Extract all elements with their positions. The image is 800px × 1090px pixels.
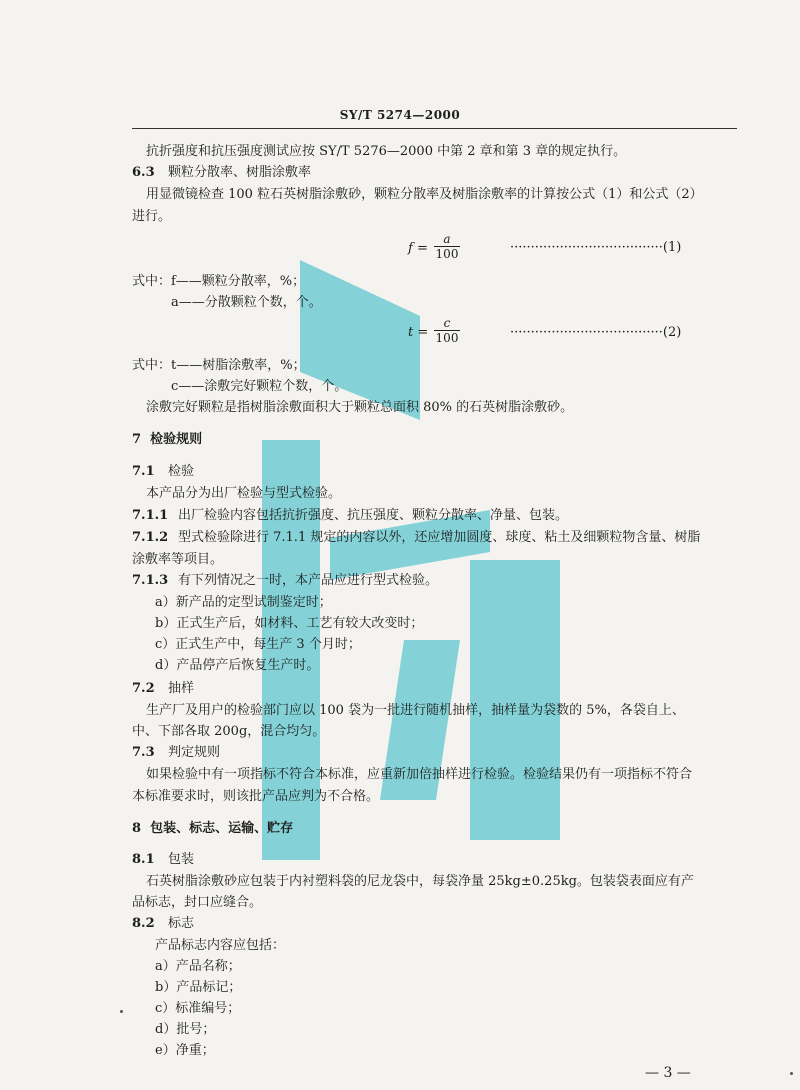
list-item: b）正式生产后，如材料、工艺有较大改变时； — [155, 616, 424, 631]
formula-2-fraction — [434, 316, 460, 345]
section-number: 7.1.1 — [132, 508, 169, 523]
scan-speck — [120, 1010, 123, 1013]
list-item: c）标准编号； — [155, 1001, 241, 1016]
paragraph-line: 中、下部各取 200g，混合均匀。 — [132, 724, 326, 739]
section-heading-7-2 — [132, 680, 194, 698]
paragraph-line: 品标志，封口应缝合。 — [132, 895, 263, 910]
section-title: 标志 — [168, 916, 195, 931]
clause-7-1-3 — [132, 572, 438, 590]
formula-numerator: a — [434, 232, 460, 247]
formula-1-fraction — [434, 232, 460, 261]
where-line: a——分散颗粒个数，个。 — [171, 295, 322, 310]
section-number: 8.2 — [132, 916, 155, 931]
section-heading-8-2 — [132, 915, 194, 933]
paragraph-line: 涂敷率等项目。 — [132, 552, 224, 567]
paragraph-line: 进行。 — [132, 209, 172, 224]
document-code-header: SY/T 5274—2000 — [339, 108, 461, 122]
watermark-shape — [300, 260, 420, 420]
paragraph-line: 用显微镜检查 100 粒石英树脂涂敷砂，颗粒分散率及树脂涂敷率的计算按公式（1）和公式（2） — [146, 187, 703, 202]
header-rule — [132, 128, 737, 129]
paragraph-line: 本标准要求时，则该批产品应判为不合格。 — [132, 789, 380, 804]
list-item: a）新产品的定型试制鉴定时； — [155, 595, 332, 610]
section-number: 7.1.2 — [132, 530, 169, 545]
list-item: c）正式生产中，每生产 3 个月时； — [155, 637, 361, 652]
section-heading-8-1 — [132, 851, 194, 869]
section-number: 7 — [132, 432, 142, 447]
paragraph-line: 抗折强度和抗压强度测试应按 SY/T 5276—2000 中第 2 章和第 3 章的规定执行。 — [146, 144, 627, 159]
clause-7-1-2 — [132, 529, 700, 547]
where-line: c——涂敷完好颗粒个数，个。 — [171, 379, 348, 394]
formula-numerator: c — [434, 316, 460, 331]
watermark-shape — [470, 560, 560, 840]
clause-text: 出厂检验内容包括抗折强度、抗压强度、颗粒分散率、净量、包装。 — [178, 508, 569, 523]
section-number: 7.1 — [132, 464, 155, 479]
paragraph-line: 如果检验中有一项指标不符合本标准，应重新加倍抽样进行检验。检验结果仍有一项指标不符合 — [146, 767, 693, 782]
paragraph-line: 生产厂及用户的检验部门应以 100 袋为一批进行随机抽样，抽样量为袋数的 5%，各袋自上、 — [146, 703, 685, 718]
formula-1-leader: ·····································(1) — [510, 240, 682, 255]
formula-denominator: 100 — [435, 331, 459, 345]
section-number: 8.1 — [132, 852, 155, 867]
where-line: 式中：t——树脂涂敷率，%； — [132, 358, 306, 373]
section-heading-7-3 — [132, 744, 220, 762]
formula-2-lhs: t = — [408, 325, 429, 340]
formula-denominator: 100 — [435, 247, 459, 261]
page-number: — 3 — — [645, 1065, 691, 1081]
section-title: 判定规则 — [168, 745, 221, 760]
paragraph-line: 产品标志内容应包括： — [155, 938, 286, 953]
section-title: 包装、标志、运输、贮存 — [150, 821, 294, 836]
section-title: 颗粒分散率、树脂涂敷率 — [168, 165, 312, 180]
section-heading-7-1 — [132, 463, 194, 481]
section-number: 7.1.3 — [132, 573, 169, 588]
section-heading-7 — [132, 431, 202, 449]
paragraph-line: 涂敷完好颗粒是指树脂涂敷面积大于颗粒总面积 80% 的石英树脂涂敷砂。 — [146, 400, 574, 415]
section-number: 8 — [132, 821, 142, 836]
section-heading-8 — [132, 820, 293, 838]
where-line: 式中：f——颗粒分散率，%； — [132, 274, 306, 289]
clause-7-1-1 — [132, 507, 568, 525]
paragraph-line: 石英树脂涂敷砂应包装于内衬塑料袋的尼龙袋中，每袋净量 25kg±0.25kg。包装袋表面应有产 — [146, 874, 694, 889]
section-heading-6-3 — [132, 164, 311, 182]
section-number: 7.3 — [132, 745, 155, 760]
clause-text: 有下列情况之一时，本产品应进行型式检验。 — [178, 573, 439, 588]
list-item: a）产品名称； — [155, 959, 241, 974]
section-title: 检验规则 — [150, 432, 203, 447]
section-number: 7.2 — [132, 681, 155, 696]
clause-text: 型式检验除进行 7.1.1 规定的内容以外，还应增加圆度、球度、粘土及细颗粒物含量、树脂 — [178, 530, 701, 545]
formula-2-leader: ·····································(2) — [510, 325, 682, 340]
section-title: 抽样 — [168, 681, 195, 696]
list-item: b）产品标记； — [155, 980, 242, 995]
section-title: 包装 — [168, 852, 195, 867]
list-item: d）产品停产后恢复生产时。 — [155, 658, 320, 673]
formula-1-lhs: f = — [408, 241, 428, 256]
section-number: 6.3 — [132, 165, 155, 180]
section-title: 检验 — [168, 464, 195, 479]
list-item: d）批号； — [155, 1022, 216, 1037]
paragraph-line: 本产品分为出厂检验与型式检验。 — [146, 486, 342, 501]
list-item: e）净重； — [155, 1043, 215, 1058]
scan-speck — [790, 1072, 793, 1075]
